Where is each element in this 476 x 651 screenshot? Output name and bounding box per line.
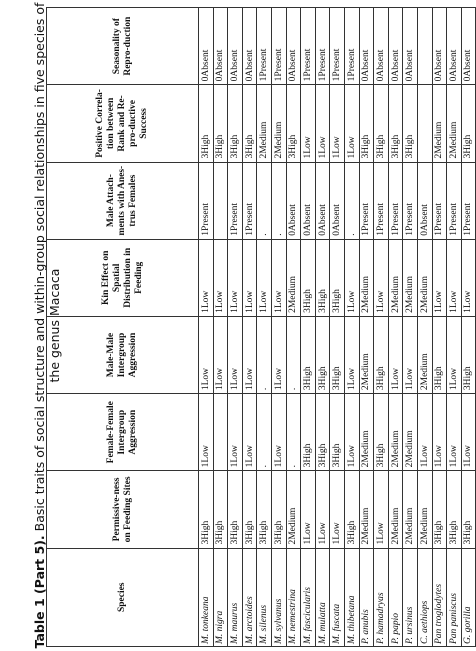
trait-cell: 2Medium <box>388 471 403 548</box>
table-row <box>315 8 330 647</box>
table-container <box>46 7 474 647</box>
trait-cell: 3High <box>286 85 301 162</box>
trait-cell: 1Low <box>199 394 214 471</box>
trait-cell: 3High <box>388 85 403 162</box>
species-cell: P. anubis <box>359 548 374 646</box>
trait-cell: 0Absent <box>432 8 447 85</box>
trait-cell: 2Medium <box>388 239 403 316</box>
trait-cell: 0Absent <box>388 8 403 85</box>
trait-cell: 3High <box>228 85 243 162</box>
trait-cell: 1Low <box>242 239 257 316</box>
trait-cell: 2Medium <box>403 239 418 316</box>
column-header: Kin Effect on Spatial Distribution in Feeding <box>47 239 199 316</box>
trait-cell: . <box>286 394 301 471</box>
trait-cell: 3High <box>301 394 316 471</box>
trait-cell: 1Low <box>432 394 447 471</box>
trait-cell: 0Absent <box>374 8 389 85</box>
trait-cell: 0Absent <box>417 162 432 239</box>
table-row <box>417 8 432 647</box>
species-cell: M. nemestrina <box>286 548 301 646</box>
trait-cell: 1Low <box>228 394 243 471</box>
trait-cell: 0Absent <box>301 162 316 239</box>
trait-cell: 0Absent <box>461 8 476 85</box>
header-row <box>47 8 199 647</box>
trait-cell: 3High <box>301 316 316 393</box>
column-header: Species <box>47 548 199 646</box>
trait-cell: 1Present <box>330 8 345 85</box>
column-header: Female-Female Intergroup Aggression <box>47 394 199 471</box>
table-row <box>447 8 462 647</box>
trait-cell: 3High <box>461 85 476 162</box>
trait-cell: 3High <box>403 85 418 162</box>
trait-cell: 1Low <box>461 239 476 316</box>
trait-cell: 1Low <box>344 85 359 162</box>
trait-cell: 3High <box>315 316 330 393</box>
trait-cell: 1Present <box>432 162 447 239</box>
trait-cell: 0Absent <box>199 8 214 85</box>
trait-cell: 2Medium <box>388 394 403 471</box>
species-cell: M. mulatta <box>315 548 330 646</box>
trait-cell: 1Low <box>374 471 389 548</box>
trait-cell: 0Absent <box>447 8 462 85</box>
table-row <box>228 8 243 647</box>
trait-cell <box>213 394 228 471</box>
trait-cell: 3High <box>271 471 286 548</box>
trait-cell: 2Medium <box>359 471 374 548</box>
trait-cell: . <box>344 162 359 239</box>
trait-cell: 1Low <box>271 239 286 316</box>
trait-cell: 1Low <box>199 239 214 316</box>
trait-cell: 1Present <box>447 162 462 239</box>
trait-cell: 3High <box>432 316 447 393</box>
species-cell: C. aethiops <box>417 548 432 646</box>
table-row <box>213 8 228 647</box>
trait-cell: 2Medium <box>359 394 374 471</box>
trait-cell: 1Present <box>344 8 359 85</box>
trait-cell: 3High <box>257 471 272 548</box>
trait-cell: . <box>257 162 272 239</box>
trait-cell: 3High <box>374 394 389 471</box>
trait-cell: . <box>257 394 272 471</box>
trait-cell: 2Medium <box>286 239 301 316</box>
trait-cell: 3High <box>315 394 330 471</box>
trait-cell: 3High <box>330 316 345 393</box>
trait-cell: 2Medium <box>403 394 418 471</box>
trait-cell: 0Absent <box>403 8 418 85</box>
trait-cell: 1Present <box>315 8 330 85</box>
trait-cell: 2Medium <box>447 85 462 162</box>
trait-cell: 1Low <box>417 394 432 471</box>
trait-cell: 1Present <box>301 8 316 85</box>
trait-cell: 3High <box>315 239 330 316</box>
trait-cell: 1Present <box>199 162 214 239</box>
column-header: Seasonality of Repro-duction <box>47 8 199 85</box>
trait-cell: 1Low <box>213 239 228 316</box>
species-cell: M. thibetana <box>344 548 359 646</box>
trait-cell: 1Low <box>461 394 476 471</box>
table-row <box>242 8 257 647</box>
trait-cell: 1Low <box>344 316 359 393</box>
column-header: Positive Correla-tion between Rank and Re-pro-ductive Success <box>47 85 199 162</box>
trait-cell <box>213 162 228 239</box>
trait-cell: 2Medium <box>286 471 301 548</box>
trait-cell: 1Low <box>330 85 345 162</box>
trait-cell: 1Low <box>271 316 286 393</box>
trait-cell: 3High <box>228 471 243 548</box>
trait-cell: 1Low <box>271 394 286 471</box>
trait-cell: 1Present <box>271 8 286 85</box>
traits-table <box>46 7 476 647</box>
trait-cell: 3High <box>301 239 316 316</box>
table-row <box>286 8 301 647</box>
species-cell: P. hamadryas <box>374 548 389 646</box>
species-cell: M. tonkeana <box>199 548 214 646</box>
trait-cell: 1Low <box>374 239 389 316</box>
species-cell: M. arctoides <box>242 548 257 646</box>
trait-cell: 0Absent <box>330 162 345 239</box>
trait-cell: 3High <box>199 85 214 162</box>
trait-cell: 3High <box>461 471 476 548</box>
table-row <box>403 8 418 647</box>
table-row <box>301 8 316 647</box>
trait-cell: 1Low <box>432 239 447 316</box>
trait-cell: 3High <box>242 471 257 548</box>
species-cell: M. nigra <box>213 548 228 646</box>
trait-cell: 2Medium <box>359 239 374 316</box>
table-row <box>432 8 447 647</box>
trait-cell: 1Present <box>359 162 374 239</box>
species-cell: P. papio <box>388 548 403 646</box>
species-cell: G. gorilla <box>461 548 476 646</box>
trait-cell: . <box>271 162 286 239</box>
trait-cell: 3High <box>374 316 389 393</box>
table-row <box>344 8 359 647</box>
trait-cell: 1Low <box>301 85 316 162</box>
trait-cell: 1Low <box>257 239 272 316</box>
trait-cell: 1Low <box>330 471 345 548</box>
trait-cell: 1Low <box>228 239 243 316</box>
table-body <box>199 8 476 647</box>
trait-cell: 1Low <box>344 239 359 316</box>
trait-cell: 1Low <box>403 316 418 393</box>
trait-cell: 3High <box>199 471 214 548</box>
trait-cell: 2Medium <box>417 316 432 393</box>
trait-cell: 0Absent <box>359 8 374 85</box>
trait-cell: 1Low <box>447 239 462 316</box>
species-cell: Pan troglodytes <box>432 548 447 646</box>
species-cell: P. ursinus <box>403 548 418 646</box>
trait-cell: 1Low <box>242 316 257 393</box>
trait-cell: . <box>286 316 301 393</box>
trait-cell: 1Low <box>344 394 359 471</box>
trait-cell: 2Medium <box>417 471 432 548</box>
trait-cell: 2Medium <box>417 239 432 316</box>
column-header: Male-Male Intergroup Aggression <box>47 316 199 393</box>
caption-label: Table 1 (Part 5). <box>32 535 47 649</box>
column-header: Permissive-ness on Feeding Sites <box>47 471 199 548</box>
species-cell: Pan paniscus <box>447 548 462 646</box>
trait-cell: 1Present <box>228 162 243 239</box>
trait-cell: 1Low <box>228 316 243 393</box>
trait-cell: 3High <box>330 394 345 471</box>
table-row <box>330 8 345 647</box>
trait-cell: 3High <box>374 85 389 162</box>
trait-cell: 1Low <box>242 394 257 471</box>
trait-cell: 2Medium <box>257 85 272 162</box>
trait-cell: 0Absent <box>286 162 301 239</box>
trait-cell: 0Absent <box>315 162 330 239</box>
trait-cell: 3High <box>330 239 345 316</box>
table-row <box>271 8 286 647</box>
trait-cell: 2Medium <box>403 471 418 548</box>
trait-cell: 1Low <box>301 471 316 548</box>
trait-cell: 3High <box>213 471 228 548</box>
trait-cell: 1Present <box>374 162 389 239</box>
trait-cell: 3High <box>242 85 257 162</box>
trait-cell: 3High <box>213 85 228 162</box>
trait-cell: 1Low <box>447 316 462 393</box>
trait-cell: 1Low <box>315 85 330 162</box>
species-cell: M. fuscata <box>330 548 345 646</box>
trait-cell: 0Absent <box>242 8 257 85</box>
trait-cell: 0Absent <box>228 8 243 85</box>
trait-cell: 0Absent <box>286 8 301 85</box>
table-row <box>388 8 403 647</box>
trait-cell: 3High <box>432 471 447 548</box>
column-header: Male Attach-ments with Anes-trus Females <box>47 162 199 239</box>
trait-cell: 1Present <box>461 162 476 239</box>
trait-cell: 3High <box>344 471 359 548</box>
trait-cell <box>417 8 432 85</box>
table-row <box>199 8 214 647</box>
table-row <box>257 8 272 647</box>
table-row <box>374 8 389 647</box>
trait-cell: 1Present <box>257 8 272 85</box>
trait-cell: 2Medium <box>271 85 286 162</box>
trait-cell: 1Present <box>242 162 257 239</box>
trait-cell: 1Low <box>315 471 330 548</box>
trait-cell: 3High <box>447 471 462 548</box>
trait-cell: 1Present <box>388 162 403 239</box>
trait-cell <box>417 85 432 162</box>
table-row <box>461 8 476 647</box>
trait-cell: 1Low <box>447 394 462 471</box>
trait-cell: 2Medium <box>359 316 374 393</box>
trait-cell: 0Absent <box>213 8 228 85</box>
species-cell: M. sylvanus <box>271 548 286 646</box>
trait-cell: 1Low <box>213 316 228 393</box>
trait-cell: . <box>257 316 272 393</box>
trait-cell: 1Low <box>199 316 214 393</box>
species-cell: M. fascicularis <box>301 548 316 646</box>
table-row <box>359 8 374 647</box>
caption-text: Basic traits of social structure and within-group social relationships in five species of the genus Macaca <box>32 2 62 532</box>
species-cell: M. maurus <box>228 548 243 646</box>
trait-cell: 2Medium <box>432 85 447 162</box>
species-cell: M. silenus <box>257 548 272 646</box>
trait-cell: 1Present <box>403 162 418 239</box>
trait-cell: 3High <box>461 316 476 393</box>
trait-cell: 1Low <box>388 316 403 393</box>
trait-cell: 3High <box>359 85 374 162</box>
